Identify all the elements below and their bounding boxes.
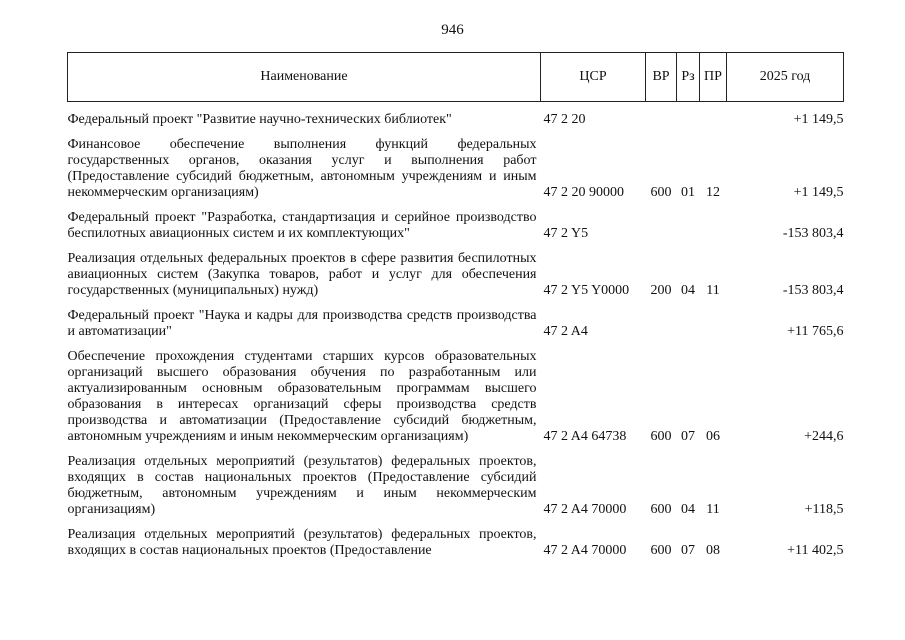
header-name: Наименование xyxy=(68,53,541,102)
row-pr: 11 xyxy=(706,283,720,298)
row-vr xyxy=(646,102,677,129)
row-csr: 47 2 Y5 xyxy=(543,226,589,241)
table-row xyxy=(68,518,844,559)
row-rz: 07 xyxy=(681,543,695,558)
row-pr: 12 xyxy=(706,185,720,200)
row-vr xyxy=(646,299,677,340)
table-row xyxy=(68,242,844,299)
row-rz: 04 xyxy=(681,502,695,517)
row-csr: 47 2 A4 xyxy=(543,324,588,339)
row-pr xyxy=(700,299,727,340)
row-rz: 04 xyxy=(681,283,695,298)
row-amount: +1 149,5 xyxy=(793,112,844,127)
table-row xyxy=(68,102,844,129)
row-name: Федеральный проект "Развитие научно-технических библиотек" xyxy=(67,112,452,127)
row-vr: 600 xyxy=(650,429,672,444)
row-csr: 47 2 20 xyxy=(543,112,586,127)
table-row xyxy=(68,299,844,340)
table-row xyxy=(68,445,844,518)
row-rz xyxy=(677,299,700,340)
row-csr: 47 2 A4 64738 xyxy=(543,429,627,444)
header-vr: ВР xyxy=(646,53,677,102)
row-rz: 01 xyxy=(681,185,695,200)
row-name: Федеральный проект "Наука и кадры для производства средств производства и автоматизации" xyxy=(67,308,537,339)
header-pr: ПР xyxy=(700,53,727,102)
row-amount: -153 803,4 xyxy=(782,283,844,298)
row-vr: 600 xyxy=(650,502,672,517)
table-row xyxy=(68,201,844,242)
row-name: Обеспечение прохождения студентами старших курсов образовательных организаций высшего образования обучения по разработанным или актуализированным основным образовательным программам высшего образования в интересах организаций сферы производства средств производства и автоматизации (Предоставление субсидий бюджетным, автономным учреждениям и иным некоммерческим организациям) xyxy=(67,349,537,444)
row-csr: 47 2 A4 70000 xyxy=(543,543,627,558)
row-rz xyxy=(677,102,700,129)
row-vr: 600 xyxy=(650,185,672,200)
row-name: Реализация отдельных мероприятий (результатов) федеральных проектов, входящих в состав национальных проектов (Предоставление xyxy=(67,527,537,558)
table-header-row xyxy=(68,53,844,102)
row-pr: 08 xyxy=(706,543,720,558)
row-pr: 11 xyxy=(706,502,720,517)
row-amount: +1 149,5 xyxy=(793,185,844,200)
row-pr xyxy=(700,201,727,242)
row-name: Реализация отдельных федеральных проектов в сфере развития беспилотных авиационных систем (Закупка товаров, работ и услуг для обеспечения государственных (муниципальных) нужд) xyxy=(67,251,537,298)
row-amount: +118,5 xyxy=(804,502,844,517)
row-name: Федеральный проект "Разработка, стандартизация и серийное производство беспилотных авиационных систем и их комплектующих" xyxy=(67,210,537,241)
table-row xyxy=(68,340,844,445)
row-rz: 07 xyxy=(681,429,695,444)
row-amount: +11 765,6 xyxy=(787,324,844,339)
row-csr: 47 2 A4 70000 xyxy=(543,502,627,517)
row-rz xyxy=(677,201,700,242)
row-vr xyxy=(646,201,677,242)
header-rz: Рз xyxy=(677,53,700,102)
table-row xyxy=(68,128,844,201)
row-vr: 600 xyxy=(650,543,672,558)
row-amount: -153 803,4 xyxy=(782,226,844,241)
header-year: 2025 год xyxy=(727,53,844,102)
row-pr: 06 xyxy=(706,429,720,444)
page-number: 946 xyxy=(441,22,464,38)
row-pr xyxy=(700,102,727,129)
header-csr: ЦСР xyxy=(541,53,646,102)
row-vr: 200 xyxy=(650,283,672,298)
row-csr: 47 2 Y5 Y0000 xyxy=(543,283,630,298)
row-csr: 47 2 20 90000 xyxy=(543,185,624,200)
row-amount: +11 402,5 xyxy=(787,543,844,558)
row-amount: +244,6 xyxy=(804,429,844,444)
row-name: Реализация отдельных мероприятий (результатов) федеральных проектов, входящих в состав национальных проектов (Предоставление субсидий бюджетным, автономным учреждениям и иным некоммерческим организациям) xyxy=(67,454,537,517)
row-name: Финансовое обеспечение выполнения функций федеральных государственных органов, оказания услуг и выполнения работ (Предоставление субсидий бюджетным, автономным учреждениям и иным некоммерческим организациям) xyxy=(67,137,537,200)
budget-table xyxy=(67,52,844,559)
